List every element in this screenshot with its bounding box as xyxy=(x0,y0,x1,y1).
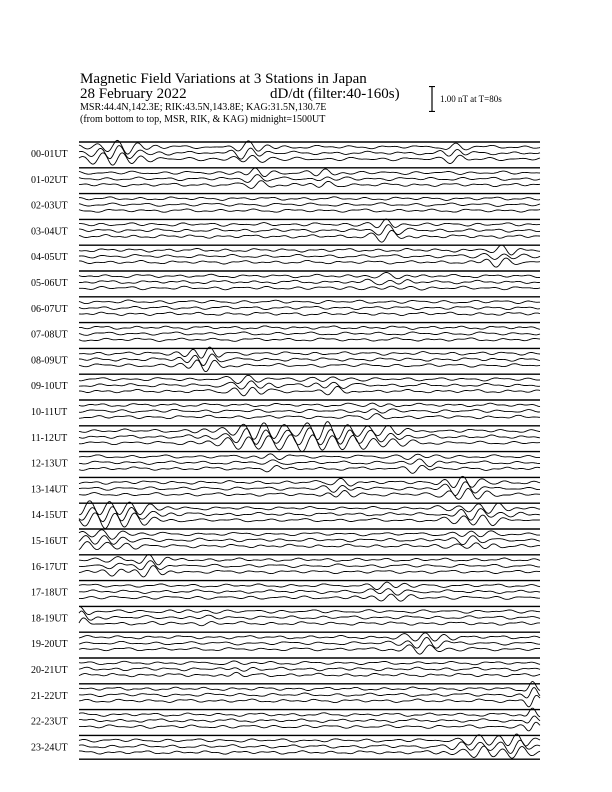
trace-rik xyxy=(79,638,540,649)
trace-rik xyxy=(79,688,540,698)
trace-kag xyxy=(79,300,540,304)
hour-label: 08-09UT xyxy=(31,355,68,367)
hour-label: 21-22UT xyxy=(31,690,68,702)
trace-kag xyxy=(79,326,540,330)
trace-rik xyxy=(79,589,540,595)
trace-rik xyxy=(79,740,540,753)
hour-label: 19-20UT xyxy=(31,639,68,651)
trace-msr xyxy=(79,594,540,601)
trace-msr xyxy=(79,618,540,626)
hour-label: 13-14UT xyxy=(31,484,68,496)
hour-label: 14-15UT xyxy=(31,510,68,522)
trace-msr xyxy=(79,722,540,731)
trace-msr xyxy=(79,209,540,212)
trace-kag xyxy=(79,454,540,460)
trace-msr xyxy=(79,360,540,372)
hour-label: 06-07UT xyxy=(31,303,68,315)
trace-rik xyxy=(79,306,540,309)
trace-rik xyxy=(79,254,540,260)
trace-msr xyxy=(79,386,540,395)
trace-kag xyxy=(79,219,540,228)
hour-label: 17-18UT xyxy=(31,587,68,599)
trace-msr xyxy=(79,746,540,758)
trace-msr xyxy=(79,181,540,189)
plot-title: Magnetic Field Variations at 3 Stations in Japan xyxy=(80,71,367,87)
hour-label: 16-17UT xyxy=(31,561,68,573)
trace-rik xyxy=(79,203,540,207)
trace-rik xyxy=(79,667,540,671)
hour-label: 20-21UT xyxy=(31,665,68,676)
trace-rik xyxy=(79,409,540,413)
trace-msr xyxy=(79,414,540,420)
hour-label: 18-19UT xyxy=(31,613,68,625)
filter-label: dD/dt (filter:40-160s) xyxy=(270,86,400,102)
trace-rik xyxy=(79,225,540,235)
hour-label: 23-24UT xyxy=(31,742,68,754)
hour-label: 10-11UT xyxy=(31,407,68,418)
trace-rik xyxy=(79,459,540,467)
trace-rik xyxy=(79,354,540,366)
trace-msr xyxy=(79,489,540,500)
trace-kag xyxy=(79,245,540,255)
hour-label: 02-03UT xyxy=(31,200,68,212)
trace-rik xyxy=(79,536,540,545)
trace-msr xyxy=(79,338,540,342)
trace-msr xyxy=(79,258,540,267)
trace-rik xyxy=(79,716,540,723)
hour-label: 11-12UT xyxy=(31,432,68,444)
trace-msr xyxy=(79,286,540,290)
hour-label: 15-16UT xyxy=(31,536,68,547)
trace-kag xyxy=(79,403,540,407)
trace-rik xyxy=(79,381,540,389)
trace-kag xyxy=(79,682,540,691)
hour-label: 12-13UT xyxy=(31,458,68,470)
trace-kag xyxy=(79,168,540,177)
trace-kag xyxy=(79,555,540,565)
trace-kag xyxy=(79,607,540,615)
trace-msr xyxy=(79,645,540,654)
trace-rik xyxy=(79,175,540,183)
trace-msr xyxy=(79,566,540,577)
trace-rik xyxy=(79,332,540,335)
plot-date: 28 February 2022 xyxy=(80,86,187,102)
trace-msr xyxy=(79,672,540,676)
trace-rik xyxy=(79,279,540,285)
hour-label: 04-05UT xyxy=(31,252,68,264)
hour-label: 22-23UT xyxy=(31,716,68,728)
hour-label: 09-10UT xyxy=(31,381,68,393)
station-order-note: (from bottom to top, MSR, RIK, & KAG) midnight=1500UT xyxy=(80,114,326,125)
hour-label: 01-02UT xyxy=(31,174,68,186)
scale-label: 1.00 nT at T=80s xyxy=(440,94,502,104)
trace-kag xyxy=(79,197,540,201)
trace-kag xyxy=(79,273,540,279)
trace-rik xyxy=(79,561,540,570)
trace-msr xyxy=(79,465,540,473)
hour-label: 05-06UT xyxy=(31,278,68,289)
trace-kag xyxy=(79,633,540,641)
trace-msr xyxy=(79,312,540,316)
trace-msr xyxy=(79,542,540,550)
trace-kag xyxy=(79,375,540,383)
trace-msr xyxy=(79,230,540,242)
trace-rik xyxy=(79,482,540,496)
hour-label: 07-08UT xyxy=(31,329,68,341)
trace-kag xyxy=(79,530,540,540)
hour-label: 00-01UT xyxy=(31,149,68,160)
trace-kag xyxy=(79,582,540,589)
hour-label: 03-04UT xyxy=(31,226,68,238)
station-coordinates: MSR:44.4N,142.3E; RIK:43.5N,143.8E; KAG:31.5N,130.7E xyxy=(80,102,327,113)
trace-rik xyxy=(79,428,540,445)
trace-kag xyxy=(79,661,540,665)
trace-msr xyxy=(79,695,540,707)
